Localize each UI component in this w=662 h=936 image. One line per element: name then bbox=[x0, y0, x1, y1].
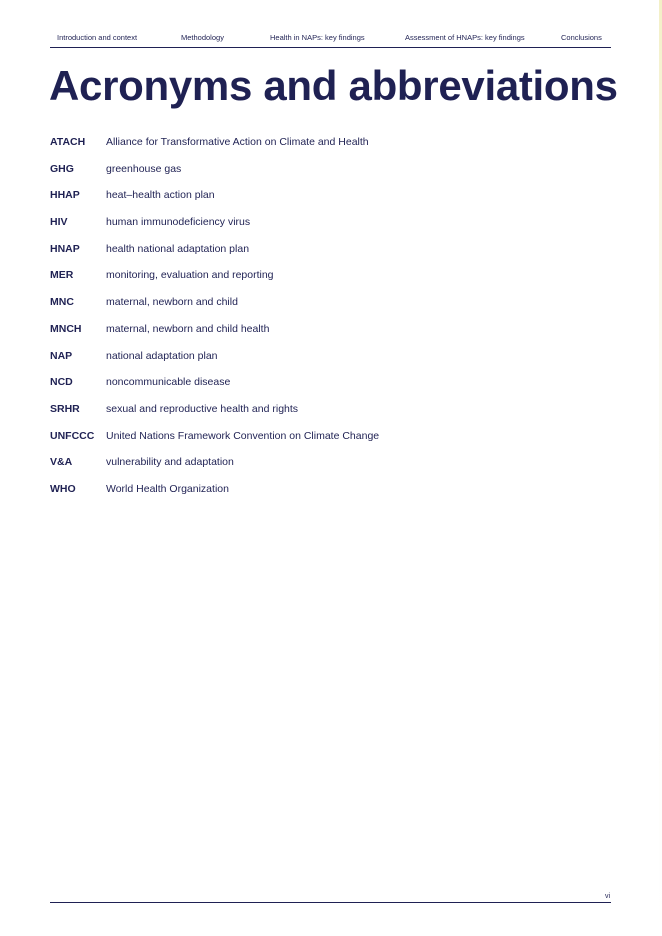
acronym-row bbox=[50, 401, 530, 428]
acronym-term: MER bbox=[50, 269, 74, 282]
acronym-definition: human immunodeficiency virus bbox=[106, 216, 251, 229]
acronym-definition: vulnerability and adaptation bbox=[106, 456, 234, 469]
acronym-row bbox=[50, 214, 530, 241]
acronym-definition: noncommunicable disease bbox=[106, 376, 231, 389]
acronym-definition: health national adaptation plan bbox=[106, 242, 250, 255]
acronym-definition: United Nations Framework Convention on Climate Change bbox=[106, 429, 380, 442]
nav-health-in-naps[interactable]: Health in NAPs: key findings bbox=[270, 33, 365, 42]
footer-rule bbox=[50, 902, 611, 903]
acronym-definition: sexual and reproductive health and rights bbox=[106, 402, 299, 415]
acronym-definition: monitoring, evaluation and reporting bbox=[106, 269, 274, 282]
acronym-definition: maternal, newborn and child bbox=[106, 296, 238, 309]
acronym-row bbox=[50, 348, 530, 375]
acronym-term: UNFCCC bbox=[50, 429, 95, 442]
acronym-row bbox=[50, 134, 530, 161]
nav-assessment-of-hnaps[interactable]: Assessment of HNAPs: key findings bbox=[405, 33, 525, 42]
acronym-row bbox=[50, 321, 530, 348]
acronym-term: V&A bbox=[50, 456, 73, 469]
acronym-row bbox=[50, 454, 530, 481]
acronym-row bbox=[50, 241, 530, 268]
acronym-term: NCD bbox=[50, 376, 73, 389]
acronym-term: SRHR bbox=[50, 402, 80, 415]
acronym-row bbox=[50, 187, 530, 214]
acronym-term: HHAP bbox=[50, 189, 80, 202]
acronym-term: HNAP bbox=[50, 242, 80, 255]
acronym-list bbox=[50, 134, 530, 508]
acronym-term: MNCH bbox=[50, 322, 82, 335]
nav-methodology[interactable]: Methodology bbox=[181, 33, 224, 42]
nav-introduction-and-context[interactable]: Introduction and context bbox=[57, 33, 138, 42]
nav-conclusions[interactable]: Conclusions bbox=[561, 33, 602, 42]
acronym-row bbox=[50, 374, 530, 401]
acronym-definition: national adaptation plan bbox=[106, 349, 218, 362]
acronym-definition: maternal, newborn and child health bbox=[106, 322, 270, 335]
acronym-term: GHG bbox=[50, 162, 74, 175]
acronym-row bbox=[50, 294, 530, 321]
acronym-term: ATACH bbox=[50, 136, 86, 148]
acronym-term: MNC bbox=[50, 296, 74, 309]
acronym-term: HIV bbox=[50, 216, 68, 229]
acronym-definition: Alliance for Transformative Action on Climate and Health bbox=[106, 136, 369, 148]
acronym-definition: heat–health action plan bbox=[106, 189, 215, 202]
acronym-row bbox=[50, 481, 530, 508]
acronym-term: NAP bbox=[50, 349, 73, 362]
acronym-definition: World Health Organization bbox=[106, 482, 229, 495]
page-title: Acronyms and abbreviations bbox=[49, 62, 618, 109]
section-nav bbox=[50, 33, 611, 48]
page-number: vi bbox=[604, 893, 610, 900]
acronym-row bbox=[50, 267, 530, 294]
acronym-definition: greenhouse gas bbox=[106, 162, 182, 175]
acronym-row bbox=[50, 161, 530, 188]
acronym-row bbox=[50, 428, 530, 455]
acronym-term: WHO bbox=[50, 482, 76, 495]
